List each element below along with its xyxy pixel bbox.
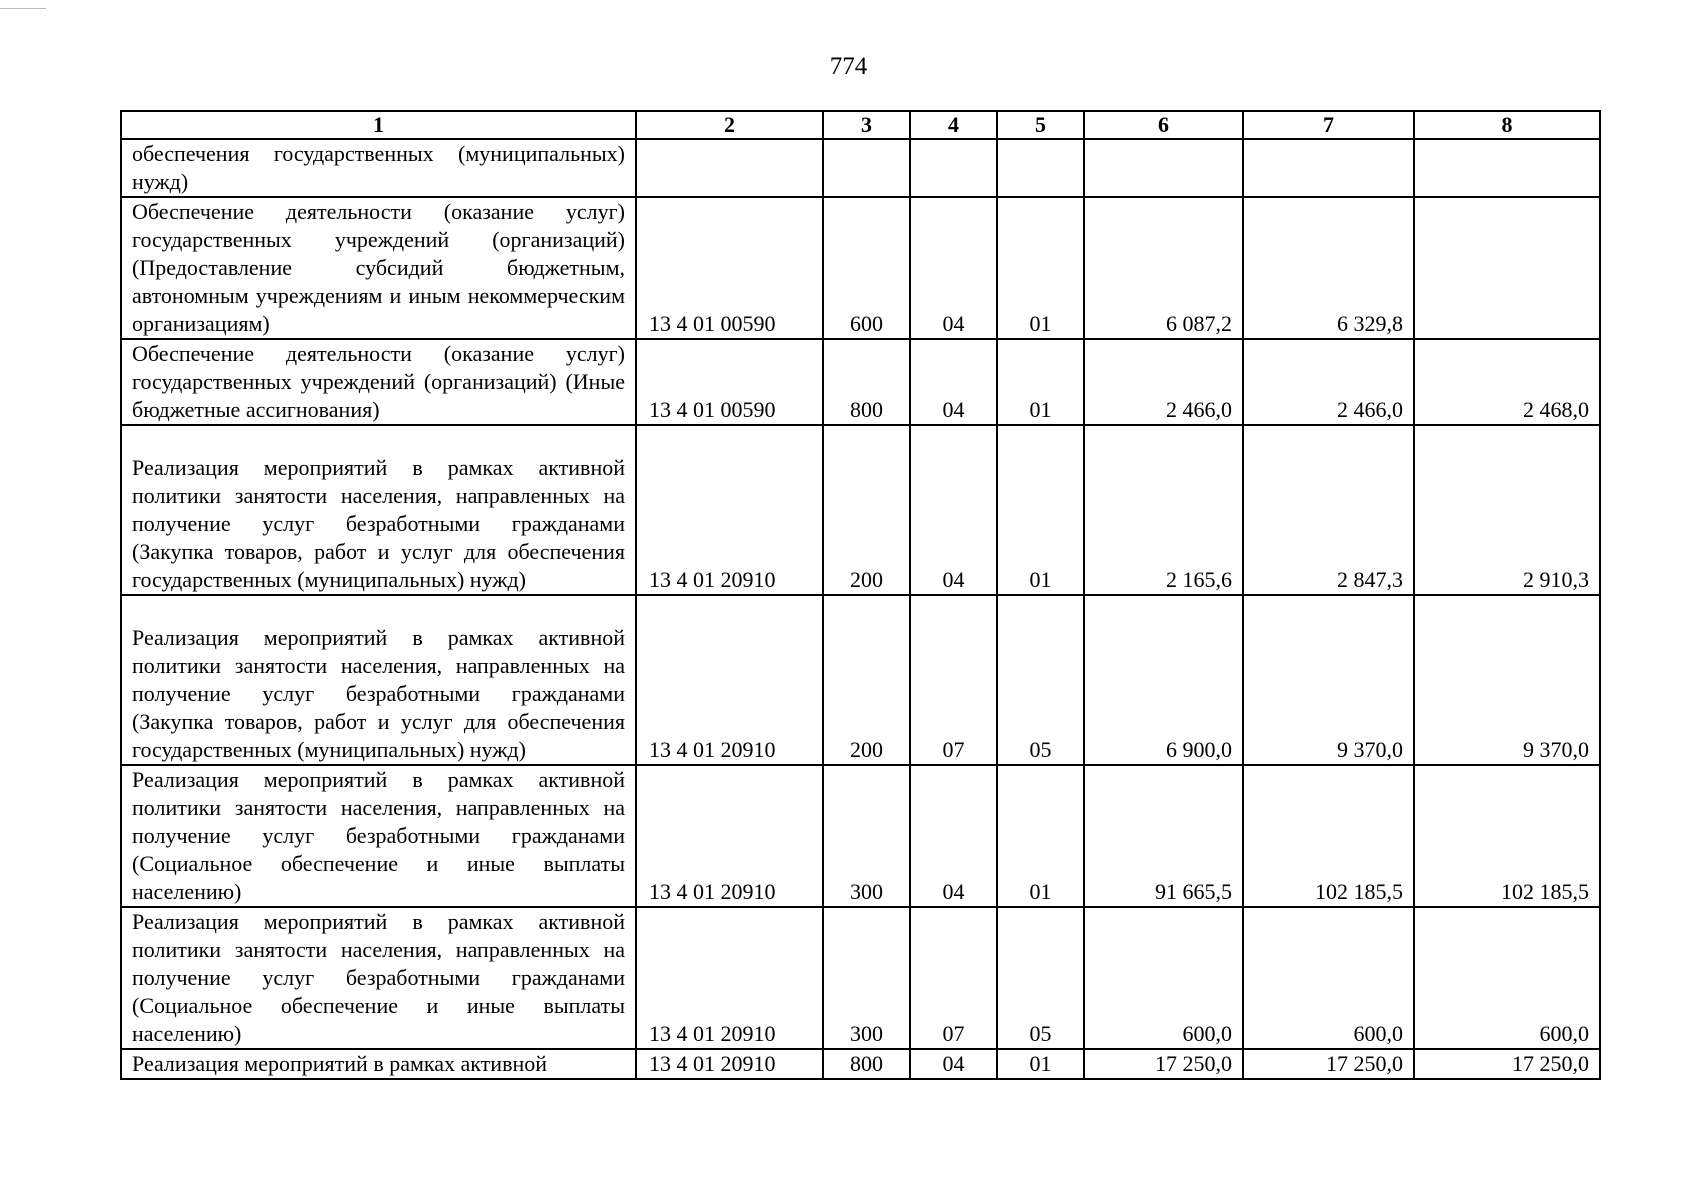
table-row: [121, 339, 1600, 425]
amount-col-7: 2 466,0: [1243, 339, 1414, 425]
amount-col-8: 102 185,5: [1414, 765, 1600, 907]
scan-artifact-line: [0, 8, 46, 9]
subsection-code: 01: [997, 765, 1084, 907]
subsection-code: 01: [997, 1049, 1084, 1079]
expense-type-code: [823, 139, 910, 197]
column-header-1: 1: [121, 111, 636, 139]
table-row: [121, 197, 1600, 339]
expense-type-code: 800: [823, 339, 910, 425]
amount-col-7: 6 329,8: [1243, 197, 1414, 339]
amount-col-6: 6 087,2: [1084, 197, 1243, 339]
row-description: Реализация мероприятий в рамках активной политики занятости населения, направленных на получение услуг безработными гражданами (Социальное обеспечение и иные выплаты населению): [121, 765, 636, 907]
amount-col-8: 9 370,0: [1414, 595, 1600, 765]
amount-col-7: [1243, 139, 1414, 197]
table-row: [121, 425, 1600, 595]
target-article-code: [636, 139, 823, 197]
budget-table: [120, 110, 1601, 1080]
amount-col-6: [1084, 139, 1243, 197]
amount-col-6: 600,0: [1084, 907, 1243, 1049]
target-article-code: 13 4 01 20910: [636, 907, 823, 1049]
subsection-code: [997, 139, 1084, 197]
section-code: [910, 139, 997, 197]
table-header-row: [121, 111, 1600, 139]
amount-col-6: 2 165,6: [1084, 425, 1243, 595]
amount-col-8: [1414, 139, 1600, 197]
amount-col-8: 2 468,0: [1414, 339, 1600, 425]
target-article-code: 13 4 01 20910: [636, 765, 823, 907]
column-header-8: 8: [1414, 111, 1600, 139]
amount-col-7: 9 370,0: [1243, 595, 1414, 765]
amount-col-7: 17 250,0: [1243, 1049, 1414, 1079]
column-header-3: 3: [823, 111, 910, 139]
amount-col-6: 2 466,0: [1084, 339, 1243, 425]
section-code: 04: [910, 425, 997, 595]
target-article-code: 13 4 01 00590: [636, 339, 823, 425]
subsection-code: 05: [997, 595, 1084, 765]
expense-type-code: 200: [823, 595, 910, 765]
section-code: 07: [910, 907, 997, 1049]
amount-col-6: 91 665,5: [1084, 765, 1243, 907]
target-article-code: 13 4 01 20910: [636, 595, 823, 765]
section-code: 04: [910, 1049, 997, 1079]
expense-type-code: 300: [823, 765, 910, 907]
expense-type-code: 300: [823, 907, 910, 1049]
subsection-code: 01: [997, 339, 1084, 425]
section-code: 04: [910, 197, 997, 339]
subsection-code: 05: [997, 907, 1084, 1049]
expense-type-code: 800: [823, 1049, 910, 1079]
row-description: обеспечения государственных (муниципальных) нужд): [121, 139, 636, 197]
section-code: 04: [910, 339, 997, 425]
subsection-code: 01: [997, 425, 1084, 595]
amount-col-7: 2 847,3: [1243, 425, 1414, 595]
row-description: Обеспечение деятельности (оказание услуг) государственных учреждений (организаций) (Иные бюджетные ассигнования): [121, 339, 636, 425]
expense-type-code: 200: [823, 425, 910, 595]
target-article-code: 13 4 01 20910: [636, 1049, 823, 1079]
row-description: Реализация мероприятий в рамках активной политики занятости населения, направленных на получение услуг безработными гражданами (Закупка товаров, работ и услуг для обеспечения государственных (муниципальных) нужд): [121, 425, 636, 595]
page-number: 774: [829, 53, 868, 80]
subsection-code: 01: [997, 197, 1084, 339]
table-row: [121, 907, 1600, 1049]
column-header-7: 7: [1243, 111, 1414, 139]
column-header-6: 6: [1084, 111, 1243, 139]
row-description: Обеспечение деятельности (оказание услуг) государственных учреждений (организаций) (Предоставление субсидий бюджетным, автономным учреждениям и иным некоммерческим организациям): [121, 197, 636, 339]
amount-col-7: 102 185,5: [1243, 765, 1414, 907]
table-row: [121, 139, 1600, 197]
target-article-code: 13 4 01 20910: [636, 425, 823, 595]
amount-col-8: 17 250,0: [1414, 1049, 1600, 1079]
amount-col-8: 600,0: [1414, 907, 1600, 1049]
table-row: [121, 1049, 1600, 1079]
amount-col-6: 17 250,0: [1084, 1049, 1243, 1079]
section-code: 04: [910, 765, 997, 907]
amount-col-6: 6 900,0: [1084, 595, 1243, 765]
section-code: 07: [910, 595, 997, 765]
column-header-5: 5: [997, 111, 1084, 139]
row-description: Реализация мероприятий в рамках активной политики занятости населения, направленных на получение услуг безработными гражданами (Социальное обеспечение и иные выплаты населению): [121, 907, 636, 1049]
target-article-code: 13 4 01 00590: [636, 197, 823, 339]
expense-type-code: 600: [823, 197, 910, 339]
table-row: [121, 765, 1600, 907]
table-row: [121, 595, 1600, 765]
amount-col-8: 2 910,3: [1414, 425, 1600, 595]
row-description: Реализация мероприятий в рамках активной: [121, 1049, 636, 1079]
amount-col-7: 600,0: [1243, 907, 1414, 1049]
column-header-4: 4: [910, 111, 997, 139]
column-header-2: 2: [636, 111, 823, 139]
row-description: Реализация мероприятий в рамках активной политики занятости населения, направленных на получение услуг безработными гражданами (Закупка товаров, работ и услуг для обеспечения государственных (муниципальных) нужд): [121, 595, 636, 765]
amount-col-8: [1414, 197, 1600, 339]
